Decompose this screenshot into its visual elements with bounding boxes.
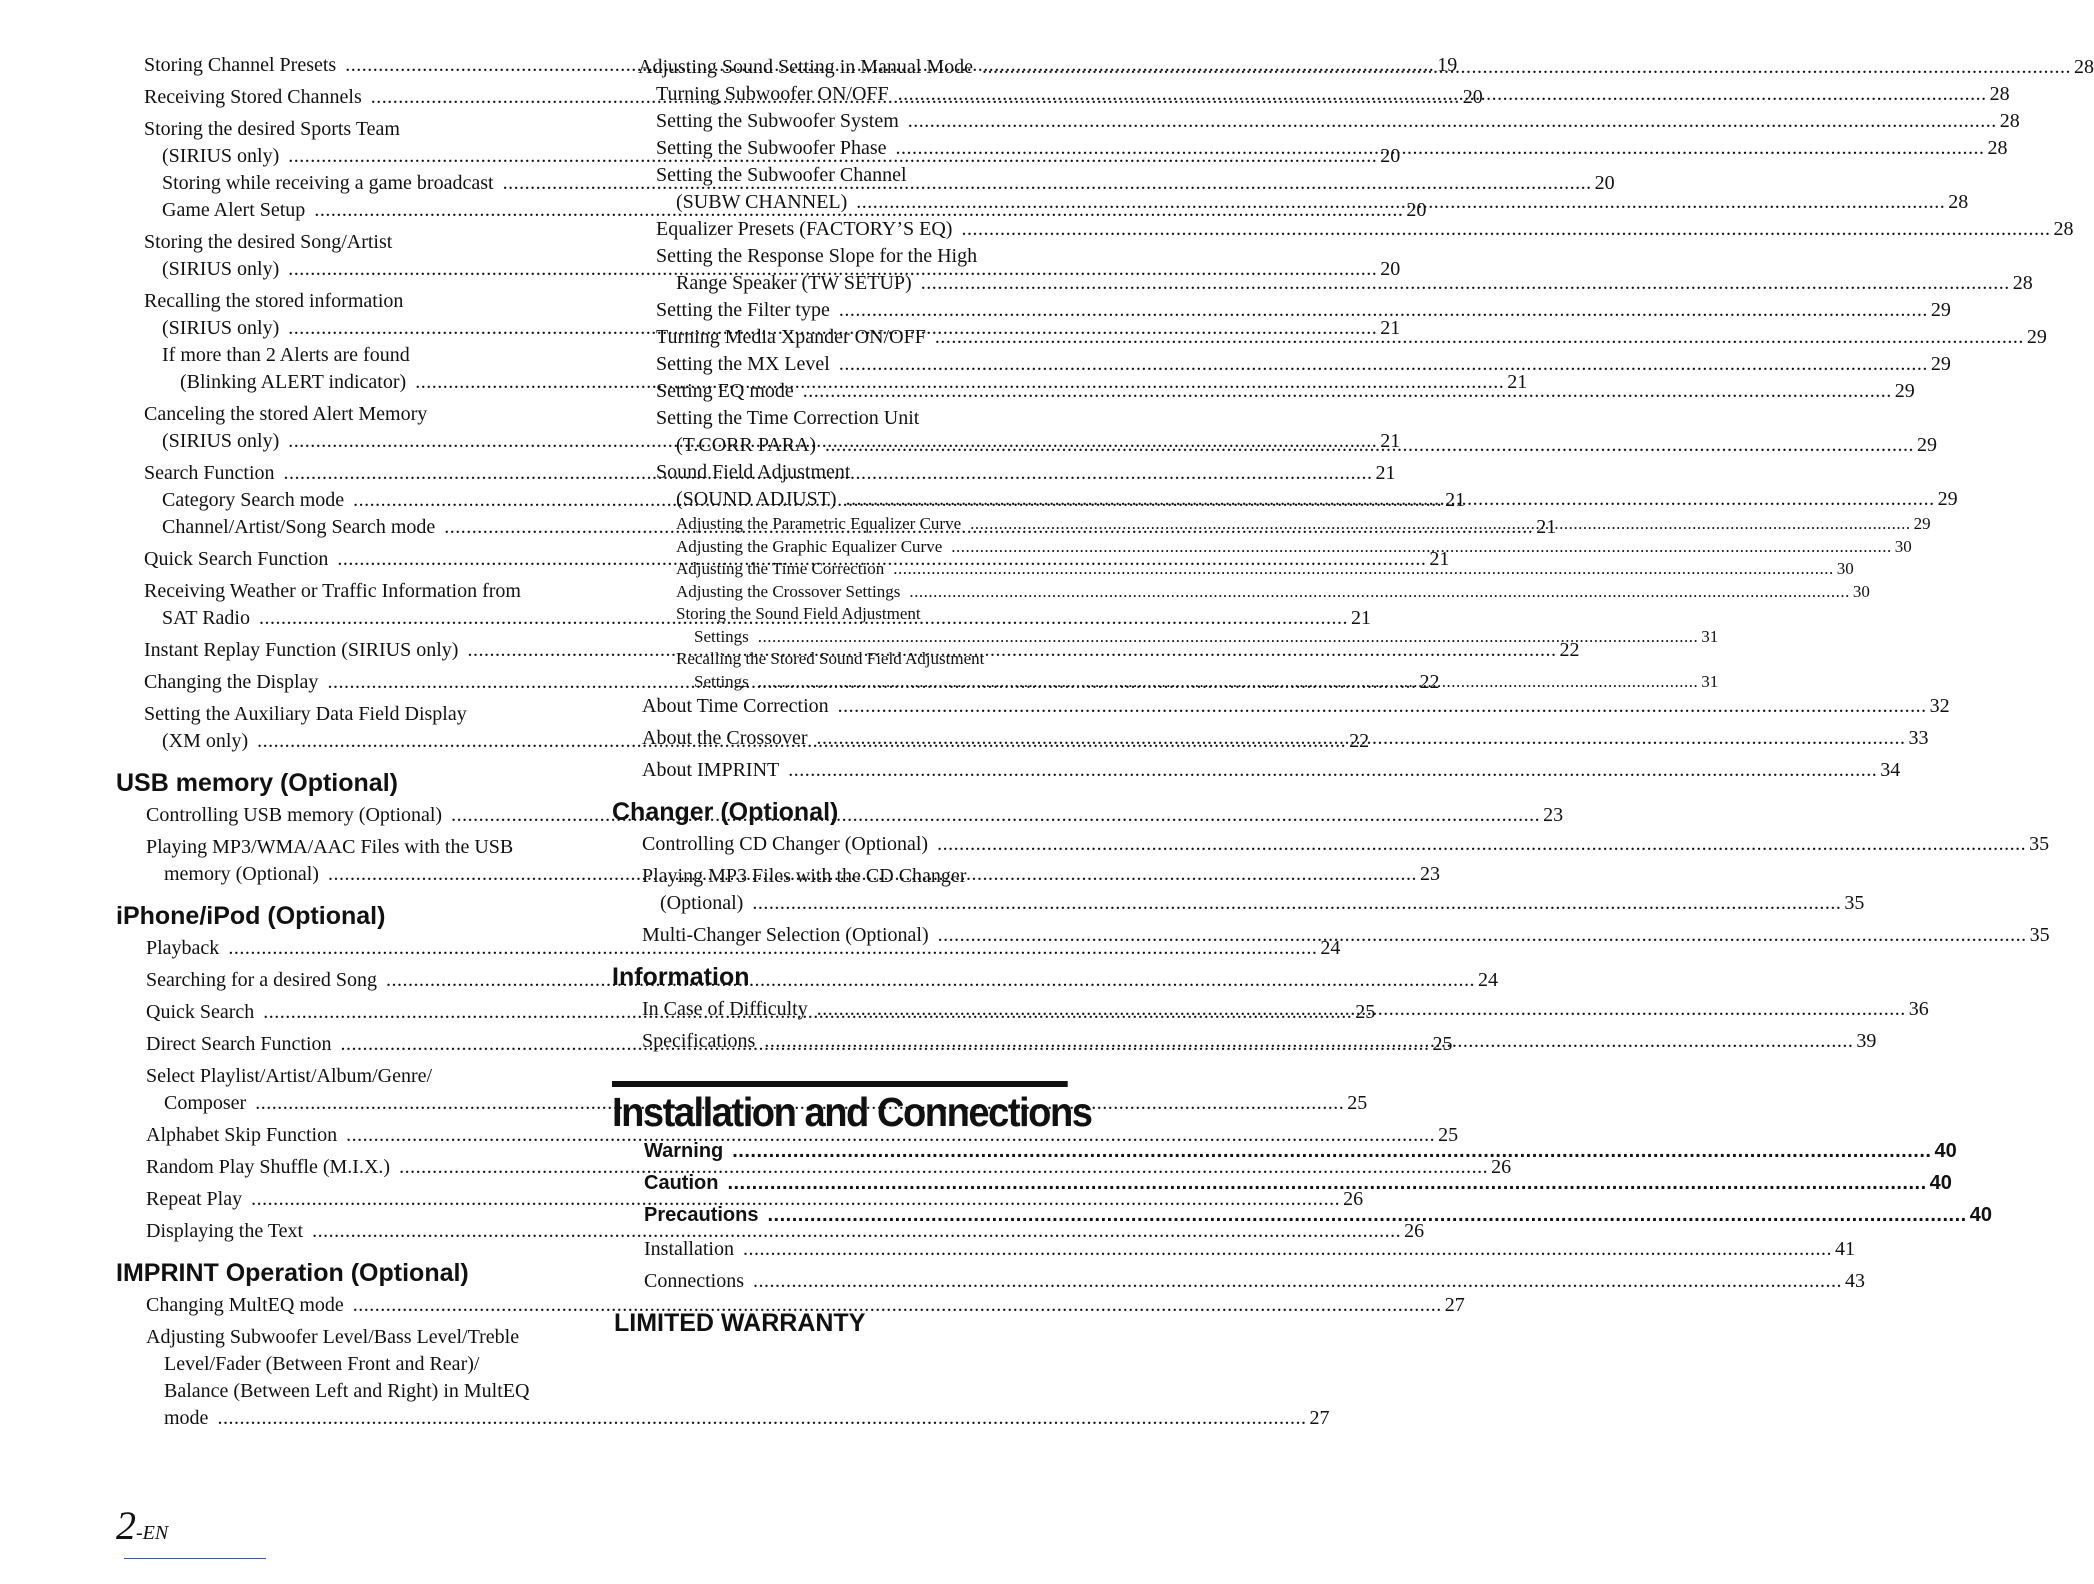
dot-leader (803, 378, 1892, 405)
toc-entry-page: 28 (2053, 218, 2074, 240)
toc-entry-title-line: Playing MP3 Files with the CD Changer (642, 865, 967, 887)
dot-leader (764, 1028, 1853, 1055)
toc-entry-title-line: Setting the Time Correction Unit (656, 407, 920, 429)
toc-entry-title: Repeat Play (146, 1188, 243, 1210)
toc-entry-page: 40 (1929, 1172, 1952, 1194)
dot-leader (743, 1236, 1832, 1263)
toc-entry-page: 30 (1894, 536, 1912, 556)
dot-leader (893, 558, 1834, 581)
toc-entry-page: 35 (2029, 924, 2050, 946)
toc-entry-page: 20 (1462, 86, 1483, 108)
toc-entry-page: 36 (1908, 998, 1929, 1020)
toc-entry-title: Turning Subwoofer ON/OFF (656, 83, 889, 105)
toc-entry (612, 108, 2020, 135)
toc-entry-title: About IMPRINT (642, 759, 780, 781)
section-heading: Information (612, 963, 750, 991)
toc-entry-title: Adjusting the Crossover Settings (676, 581, 901, 601)
toc-entry-title: Instant Replay Function (SIRIUS only) (144, 639, 459, 661)
toc-entry-page: 21 (1507, 371, 1528, 393)
toc-entry-page: 29 (1913, 514, 1931, 533)
toc-entry-title: Range Speaker (TW SETUP) (676, 272, 912, 294)
section-heading: LIMITED WARRANTY (614, 1309, 866, 1337)
toc-entry-page: 40 (1969, 1204, 1992, 1226)
toc-entry-title: Precautions (644, 1204, 759, 1226)
toc-entry-title-line: Sound Field Adjustment (656, 461, 851, 483)
toc-entry-title: (Blinking ALERT indicator) (180, 371, 407, 393)
toc-entry-title: Receiving Stored Channels (144, 86, 362, 108)
toc-entry-title-line: Setting the Response Slope for the High (656, 245, 978, 267)
toc-entry-title: Controlling USB memory (Optional) (146, 804, 443, 826)
toc-entry-title: Quick Search (146, 1001, 255, 1023)
toc-entry-title: Settings (694, 626, 749, 646)
toc-entry-title-line: Playing MP3/WMA/AAC Files with the USB (146, 836, 514, 858)
toc-entry-title: Displaying the Text (146, 1220, 304, 1242)
dot-leader (752, 890, 1841, 917)
toc-entry-page: 25 (1355, 1001, 1376, 1023)
footer-rule (124, 1558, 266, 1559)
toc-entry-title: (SOUND ADJUST) (676, 488, 837, 510)
chapter-heading: Installation and Connections (612, 1081, 1068, 1135)
toc-entry-page: 23 (1419, 863, 1440, 885)
dot-leader (817, 725, 1906, 752)
toc-entry-page: 28 (1987, 137, 2008, 159)
dot-leader (788, 757, 1877, 784)
toc-entry-title: Adjusting the Parametric Equalizer Curve (676, 514, 962, 533)
toc-entry-title: mode (164, 1407, 209, 1429)
toc-entry-title: Composer (164, 1092, 247, 1114)
dot-leader (817, 996, 1906, 1023)
dot-leader (921, 270, 2010, 297)
toc-entry-title: Equalizer Presets (FACTORY’S EQ) (656, 218, 953, 240)
dot-leader (825, 432, 1914, 459)
dot-leader (898, 81, 1987, 108)
toc-entry-page: 29 (1930, 353, 1951, 375)
toc-entry-title: Multi-Changer Selection (Optional) (642, 924, 929, 946)
toc-entry-page: 31 (1701, 626, 1719, 646)
toc-entry-page: 22 (1559, 639, 1580, 661)
toc-entry-page: 26 (1404, 1220, 1425, 1242)
toc-entry-title: Storing Channel Presets (144, 54, 337, 76)
toc-entry-page: 25 (1438, 1124, 1459, 1146)
toc-entry-page: 20 (1594, 172, 1615, 194)
toc-entry-title: Random Play Shuffle (M.I.X.) (146, 1156, 391, 1178)
toc-entry-page: 29 (1894, 380, 1915, 402)
toc-entry-page: 23 (1543, 804, 1564, 826)
toc-entry-page: 21 (1536, 516, 1557, 538)
toc-entry-title: Alphabet Skip Function (146, 1124, 338, 1146)
toc-entry-title: Settings (694, 671, 749, 691)
toc-entry-page: 25 (1432, 1033, 1453, 1055)
dot-leader (970, 513, 1911, 536)
dot-leader (839, 297, 1928, 324)
toc-entry-page: 20 (1406, 199, 1427, 221)
toc-entry-title: (SIRIUS only) (162, 258, 280, 280)
toc-entry (116, 1154, 1512, 1181)
toc-entry-title: Channel/Artist/Song Search mode (162, 516, 436, 538)
page-number: 2 (116, 1503, 136, 1548)
toc-entry-page: 28 (1989, 83, 2010, 105)
toc-entry-title-line: Storing the Sound Field Adjustment (676, 604, 921, 623)
toc-entry-title-line: If more than 2 Alerts are found (162, 344, 410, 366)
toc-entry (612, 351, 1951, 378)
toc-entry-page: 27 (1309, 1407, 1330, 1429)
toc-entry (612, 270, 2033, 297)
toc-entry-page: 33 (1908, 727, 1929, 749)
toc-entry-title: Warning (644, 1140, 724, 1162)
dot-leader (951, 536, 1892, 559)
dot-leader (935, 324, 2024, 351)
toc-entry (612, 757, 1901, 784)
toc-entry-title: SAT Radio (162, 607, 250, 629)
toc-entry-page: 21 (1375, 462, 1396, 484)
toc-entry-title: Setting the Filter type (656, 299, 830, 321)
toc-entry-page: 22 (1349, 730, 1370, 752)
dot-leader (846, 486, 1935, 513)
toc-entry-page: 22 (1419, 671, 1440, 693)
toc-entry (612, 1268, 1865, 1295)
dot-leader (217, 1405, 1306, 1432)
toc-entry-page: 32 (1929, 695, 1950, 717)
toc-entry-page: 28 (2074, 56, 2094, 78)
dot-leader (982, 54, 2071, 81)
toc-entry-title: Setting EQ mode (656, 380, 794, 402)
toc-entry-page: 21 (1380, 317, 1401, 339)
toc-entry-page: 25 (1347, 1092, 1368, 1114)
toc-entry-title-line: Recalling the stored information (144, 290, 404, 312)
toc-entry-title: Direct Search Function (146, 1033, 332, 1055)
dot-leader (896, 135, 1985, 162)
toc-entry-page: 35 (2029, 833, 2050, 855)
toc-entry-title: (SIRIUS only) (162, 317, 280, 339)
toc-entry-title: Adjusting the Time Correction (676, 559, 885, 578)
page-footer (116, 1502, 168, 1549)
toc-entry-page: 27 (1444, 1294, 1465, 1316)
toc-entry-page: 43 (1845, 1270, 1865, 1292)
toc-entry-page: 35 (1844, 892, 1865, 914)
dot-leader (767, 1199, 1966, 1231)
dot-leader (908, 108, 1997, 135)
toc-entry (116, 1292, 1465, 1319)
toc-entry-title: Controlling CD Changer (Optional) (642, 833, 929, 855)
toc-entry-title: (Optional) (660, 892, 744, 914)
toc-entry-page: 30 (1836, 559, 1854, 578)
toc-entry-title: (XM only) (162, 730, 249, 752)
toc-entry-title-line: Storing the desired Sports Team (144, 118, 400, 140)
toc-entry-title: Turning Media Xpander ON/OFF (656, 326, 926, 348)
toc-entry-page: 26 (1343, 1188, 1364, 1210)
toc-entry (612, 890, 1865, 917)
dot-leader (758, 626, 1699, 649)
dot-leader (758, 671, 1699, 694)
toc-entry-page: 29 (1917, 434, 1938, 456)
toc-entry-title: (T.CORR PARA) (676, 434, 817, 456)
toc-entry-page: 24 (1478, 969, 1499, 991)
toc-entry (612, 581, 1870, 604)
toc-entry-title: Storing while receiving a game broadcast (162, 172, 494, 194)
toc-entry-page: 29 (1930, 299, 1951, 321)
toc-entry-title-line: Setting the Auxiliary Data Field Display (144, 703, 467, 725)
toc-entry (612, 831, 2050, 858)
toc-entry-title: Search Function (144, 462, 275, 484)
toc-entry-title-line: Storing the desired Song/Artist (144, 231, 393, 253)
toc-entry (116, 1186, 1364, 1213)
toc-entry-title: Setting the MX Level (656, 353, 830, 375)
toc-entry-page: 21 (1380, 430, 1401, 452)
dot-leader (839, 351, 1928, 378)
section-heading: Changer (Optional) (612, 798, 839, 826)
toc-entry-page: 28 (1999, 110, 2020, 132)
dot-leader (727, 1167, 1926, 1199)
toc-entry-page: 21 (1429, 548, 1450, 570)
toc-entry-title: (SIRIUS only) (162, 430, 280, 452)
toc-entry-page: 41 (1834, 1238, 1855, 1260)
toc-entry-title: About the Crossover (642, 727, 808, 749)
toc-entry (612, 216, 2074, 243)
toc-entry-title: Changing the Display (144, 671, 319, 693)
dot-leader (838, 693, 1927, 720)
dot-leader (937, 831, 2026, 858)
toc-entry (116, 1122, 1459, 1149)
toc-entry-title-line: Select Playlist/Artist/Album/Genre/ (146, 1065, 433, 1087)
toc-entry-title-line: Canceling the stored Alert Memory (144, 403, 428, 425)
toc-entry-title: Setting the Subwoofer Phase (656, 137, 887, 159)
toc-entry-page: 20 (1380, 145, 1401, 167)
dot-leader (909, 581, 1850, 604)
toc-entry-page: 21 (1445, 489, 1466, 511)
toc-entry-page: 28 (2012, 272, 2033, 294)
toc-entry-title: Game Alert Setup (162, 199, 306, 221)
toc-entry-page: 31 (1701, 671, 1719, 691)
section-heading: USB memory (Optional) (116, 769, 398, 797)
toc-entry-page: 29 (2026, 326, 2047, 348)
dot-leader (856, 189, 1945, 216)
toc-entry-title: Adjusting the Graphic Equalizer Curve (676, 536, 943, 556)
toc-entry-page: 19 (1437, 54, 1458, 76)
toc-entry (116, 1405, 1330, 1432)
toc-entry-title: (SIRIUS only) (162, 145, 280, 167)
toc-entry-page: 34 (1880, 759, 1901, 781)
toc-entry-page: 39 (1856, 1030, 1877, 1052)
dot-leader (938, 922, 2027, 949)
toc-entry-title-line: Level/Fader (Between Front and Rear)/ (164, 1353, 480, 1375)
toc-entry-title: Category Search mode (162, 489, 345, 511)
dot-leader (732, 1135, 1931, 1167)
toc-entry-page: 21 (1350, 607, 1371, 629)
toc-entry-title: Caution (644, 1172, 719, 1194)
dot-leader (961, 216, 2050, 243)
toc-entry-title-line: Setting the Subwoofer Channel (656, 164, 907, 186)
toc-entry (612, 626, 1719, 649)
section-heading: iPhone/iPod (Optional) (116, 902, 386, 930)
toc-entry-page: 29 (1937, 488, 1958, 510)
section-heading: IMPRINT Operation (Optional) (116, 1259, 469, 1287)
page-language-suffix: -EN (136, 1522, 169, 1544)
toc-entry-page: 28 (1948, 191, 1969, 213)
toc-entry-title: In Case of Difficulty (642, 998, 808, 1020)
toc-entry-title-line: Recalling the Stored Sound Field Adjustment (676, 649, 985, 668)
toc-entry-title-line: Balance (Between Left and Right) in MultEQ (164, 1380, 530, 1402)
toc-entry-title-line: Receiving Weather or Traffic Information from (144, 580, 521, 602)
toc-entry-page: 20 (1380, 258, 1401, 280)
toc-entry-title: Searching for a desired Song (146, 969, 378, 991)
toc-entry-title: Adjusting Sound Setting in Manual Mode (638, 56, 973, 78)
toc-entry-title: Specifications (642, 1030, 756, 1052)
toc-entry-title: Setting the Subwoofer System (656, 110, 899, 132)
toc-entry-title: Playback (146, 937, 220, 959)
toc-entry-page: 40 (1934, 1140, 1957, 1162)
toc-entry-page: 24 (1320, 937, 1341, 959)
toc-entry (612, 693, 1950, 720)
toc-entry (116, 1218, 1425, 1245)
toc-entry-title: memory (Optional) (164, 863, 319, 885)
toc-entry-page: 30 (1852, 581, 1870, 601)
toc-entry-title: About Time Correction (642, 695, 829, 717)
toc-entry-title: (SUBW CHANNEL) (676, 191, 848, 213)
toc-entry-title: Quick Search Function (144, 548, 329, 570)
toc-entry-page: 26 (1491, 1156, 1512, 1178)
dot-leader (753, 1268, 1842, 1295)
toc-entry (612, 297, 1951, 324)
toc-entry-title: Installation (644, 1238, 734, 1260)
toc-entry (612, 1236, 1855, 1263)
toc-entry-title-line: Adjusting Subwoofer Level/Bass Level/Treble (146, 1326, 520, 1348)
toc-entry-title: Changing MultEQ mode (146, 1294, 344, 1316)
toc-entry-title: Connections (644, 1270, 744, 1292)
